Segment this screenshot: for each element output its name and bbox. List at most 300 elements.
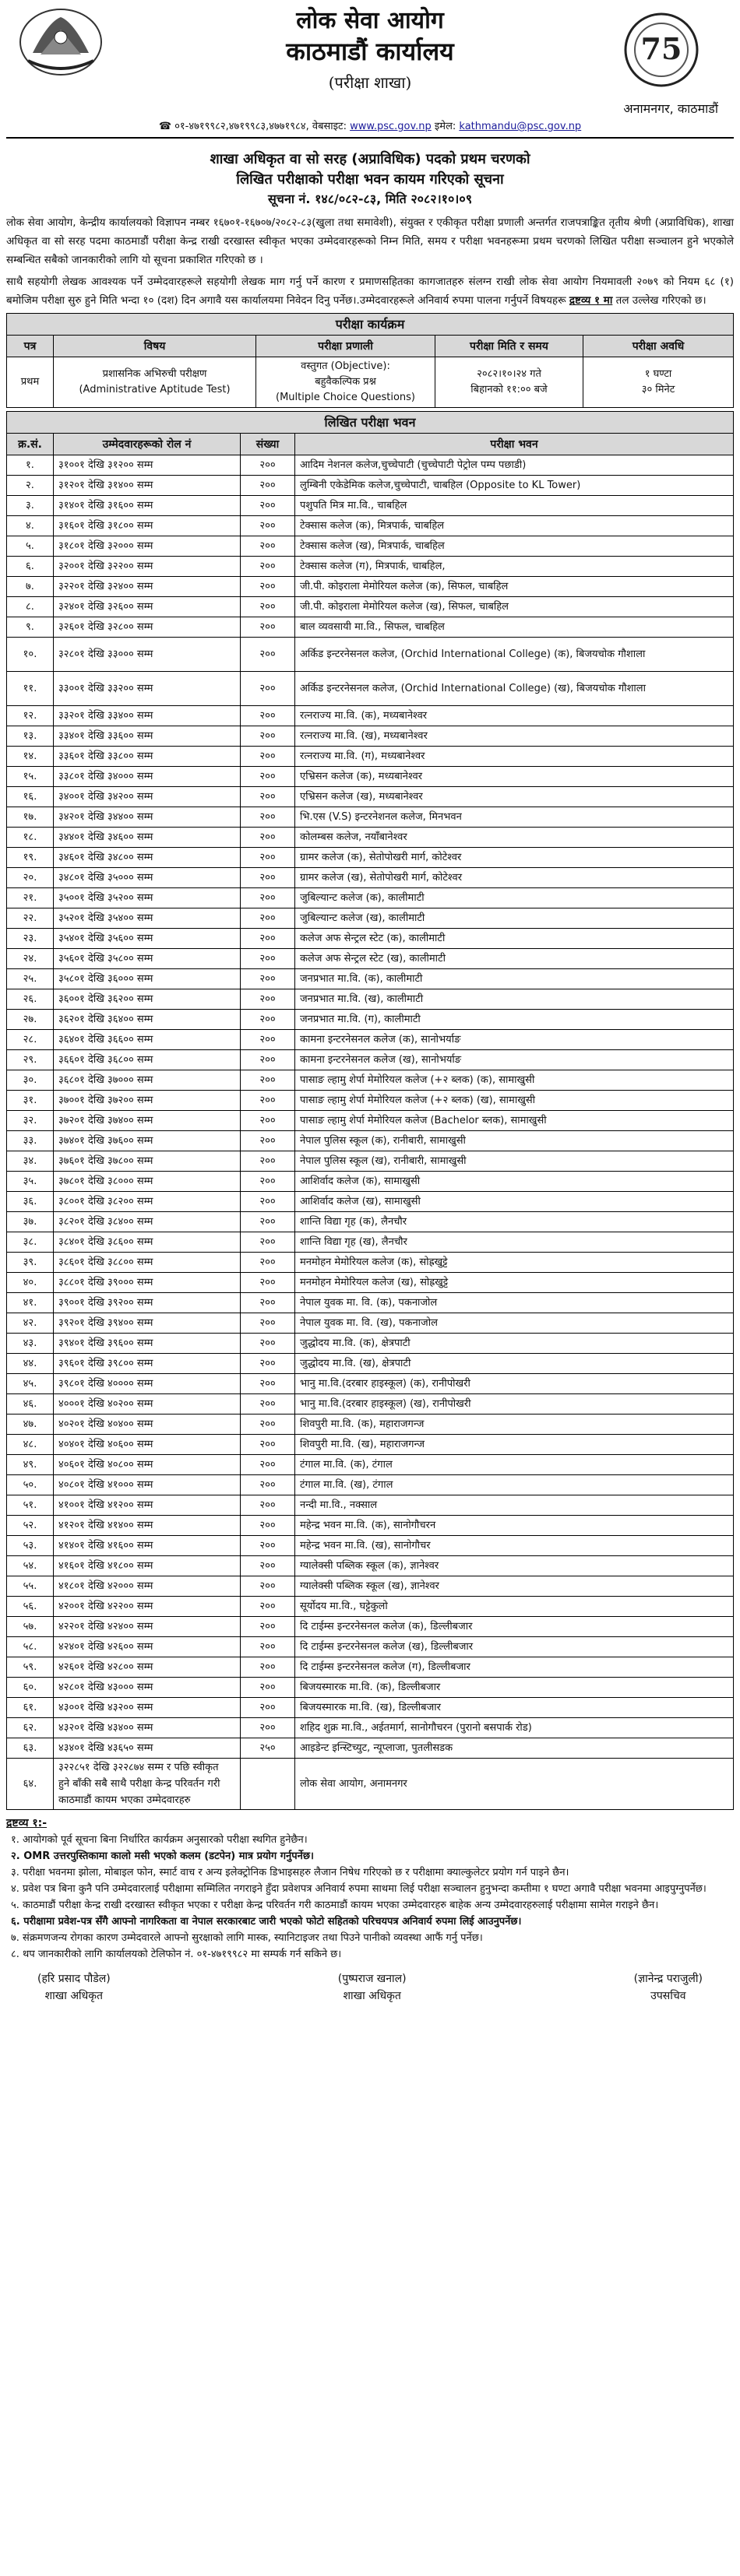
venue-sn: ५८. bbox=[7, 1637, 54, 1657]
venue-roll-range: ३९८०१ देखि ४०००० सम्म bbox=[54, 1374, 241, 1394]
org-name: लोक सेवा आयोग bbox=[296, 7, 444, 34]
venue-building: कलेज अफ सेन्ट्रल स्टेट (ख), कालीमाटी bbox=[295, 949, 734, 969]
venue-count: २०० bbox=[241, 1030, 295, 1050]
venue-count: २०० bbox=[241, 597, 295, 617]
venue-count: २०० bbox=[241, 1415, 295, 1435]
venue-building: अर्किड इन्टरनेसनल कलेज, (Orchid International College) (क), बिजयचोक गौशाला bbox=[295, 638, 734, 672]
table-row bbox=[7, 597, 734, 617]
venue-roll-range: ३४२०१ देखि ३४४०० सम्म bbox=[54, 807, 241, 828]
table-row bbox=[7, 557, 734, 577]
venue-count: २०० bbox=[241, 1232, 295, 1253]
table-row bbox=[7, 1597, 734, 1617]
table-row bbox=[7, 1070, 734, 1091]
table-row bbox=[7, 1313, 734, 1334]
venue-roll-range: ३३२०१ देखि ३३४०० सम्म bbox=[54, 706, 241, 726]
venue-count: २०० bbox=[241, 1070, 295, 1091]
venue-building: शान्ति विद्या गृह (क), लैनचौर bbox=[295, 1212, 734, 1232]
venue-building: टेक्सास कलेज (क), मित्रपार्क, चाबहिल bbox=[295, 516, 734, 536]
venue-sn: ४८. bbox=[7, 1435, 54, 1455]
venue-count: २०० bbox=[241, 949, 295, 969]
venue-count: २०० bbox=[241, 1050, 295, 1070]
venue-count: २०० bbox=[241, 726, 295, 747]
venue-sn: १९. bbox=[7, 848, 54, 868]
venue-count: २०० bbox=[241, 929, 295, 949]
contact-line bbox=[6, 118, 734, 132]
table-row bbox=[7, 1334, 734, 1354]
venue-count: २५० bbox=[241, 1738, 295, 1759]
venue-count: २०० bbox=[241, 1556, 295, 1576]
venue-sn: ३८. bbox=[7, 1232, 54, 1253]
table-row bbox=[7, 848, 734, 868]
venue-heading: लिखित परीक्षा भवन bbox=[6, 411, 734, 433]
paper-cell: प्रथम bbox=[7, 357, 54, 408]
venue-roll-range bbox=[54, 1759, 241, 1810]
venue-sn: ४७. bbox=[7, 1415, 54, 1435]
venue-sn: १. bbox=[7, 455, 54, 476]
email-link[interactable]: kathmandu@psc.gov.np bbox=[459, 121, 582, 132]
venue-roll-range: ३६००१ देखि ३६२०० सम्म bbox=[54, 989, 241, 1010]
subject-nepali: प्रशासनिक अभिरुची परीक्षण bbox=[102, 368, 207, 380]
venue-roll-range: ३३४०१ देखि ३३६०० सम्म bbox=[54, 726, 241, 747]
venue-roll-range: ३९२०१ देखि ३९४०० सम्म bbox=[54, 1313, 241, 1334]
venue-building: नेपाल पुलिस स्कूल (ख), रानीबारी, सामाखुसी bbox=[295, 1151, 734, 1172]
venue-roll-range: ४१००१ देखि ४१२०० सम्म bbox=[54, 1495, 241, 1516]
venue-building: नेपाल पुलिस स्कूल (क), रानीबारी, सामाखुसी bbox=[295, 1131, 734, 1151]
venue-sn: ६०. bbox=[7, 1678, 54, 1698]
venue-count: २०० bbox=[241, 1435, 295, 1455]
venue-roll-range: ४१६०१ देखि ४१८०० सम्म bbox=[54, 1556, 241, 1576]
venue-building: जुद्धोदय मा.वि. (क), क्षेत्रपाटी bbox=[295, 1334, 734, 1354]
notice-paragraph-2 bbox=[6, 272, 734, 310]
venue-building: दि टाईम्स इन्टरनेसनल कलेज (ख), डिल्लीबजार bbox=[295, 1637, 734, 1657]
signatory-title: शाखा अधिकृत bbox=[44, 1990, 103, 2002]
venue-count: २०० bbox=[241, 787, 295, 807]
venue-building: दि टाईम्स इन्टरनेसनल कलेज (क), डिल्लीबजार bbox=[295, 1617, 734, 1637]
program-col-date: परीक्षा मिति र समय bbox=[435, 336, 583, 357]
table-row bbox=[7, 1617, 734, 1637]
venue-sn: ३६. bbox=[7, 1192, 54, 1212]
venue-sn: ४३. bbox=[7, 1334, 54, 1354]
venue-building: टेक्सास कलेज (ग), मित्रपार्क, चाबहिल, bbox=[295, 557, 734, 577]
table-row bbox=[7, 1151, 734, 1172]
venue-sn: ६४. bbox=[7, 1759, 54, 1810]
venue-roll-range: ३३६०१ देखि ३३८०० सम्म bbox=[54, 747, 241, 767]
venue-roll-range: ३१००१ देखि ३१२०० सम्म bbox=[54, 455, 241, 476]
venue-sn: ३१. bbox=[7, 1091, 54, 1111]
venue-building: रत्नराज्य मा.वि. (ग), मध्यबानेश्वर bbox=[295, 747, 734, 767]
venue-roll-range: ३३००१ देखि ३३२०० सम्म bbox=[54, 672, 241, 706]
system-line-3: (Multiple Choice Questions) bbox=[276, 392, 415, 403]
venue-building: शान्ति विद्या गृह (ख), लैनचौर bbox=[295, 1232, 734, 1253]
table-row bbox=[7, 617, 734, 638]
venue-building: आशिर्वाद कलेज (क), सामाखुसी bbox=[295, 1172, 734, 1192]
venue-count: २०० bbox=[241, 1374, 295, 1394]
venue-building: टंगाल मा.वि. (क), टंगाल bbox=[295, 1455, 734, 1475]
venue-sn: २९. bbox=[7, 1050, 54, 1070]
venue-building: आदिम नेशनल कलेज,चुच्चेपाटी (चुच्चेपाटी पेट्रोल पम्प पछाडी) bbox=[295, 455, 734, 476]
venue-sn: २. bbox=[7, 476, 54, 496]
venue-building: शिवपुरी मा.वि. (क), महाराजगन्ज bbox=[295, 1415, 734, 1435]
venue-building: शहिद शुक्र मा.वि., अईतमार्ग, सानोगौचरन (पुरानो बसपार्क रोड) bbox=[295, 1718, 734, 1738]
venue-building: कोलम्बस कलेज, नयाँबानेश्वर bbox=[295, 828, 734, 848]
venue-count: २०० bbox=[241, 1718, 295, 1738]
venue-building: पासाङ ल्हामु शेर्पा मेमोरियल कलेज (Bachelor ब्लक), सामाखुसी bbox=[295, 1111, 734, 1131]
table-row bbox=[7, 767, 734, 787]
table-row bbox=[7, 1010, 734, 1030]
venue-count: २०० bbox=[241, 1475, 295, 1495]
venue-sn: ३७. bbox=[7, 1212, 54, 1232]
venue-count: २०० bbox=[241, 1111, 295, 1131]
venue-col-sn: क्र.सं. bbox=[7, 434, 54, 455]
venue-sn: २०. bbox=[7, 868, 54, 888]
roll-line-3: काठमाडौं कायम भएका उम्मेदवारहरु bbox=[58, 1794, 191, 1806]
venue-sn: ६१. bbox=[7, 1698, 54, 1718]
venue-count: २०० bbox=[241, 1516, 295, 1536]
table-row bbox=[7, 949, 734, 969]
venue-building: महेन्द्र भवन मा.वि. (ख), सानोगौचर bbox=[295, 1536, 734, 1556]
venue-count: २०० bbox=[241, 1495, 295, 1516]
venue-count: २०० bbox=[241, 516, 295, 536]
venue-count: २०० bbox=[241, 536, 295, 557]
table-row bbox=[7, 888, 734, 908]
venue-building: पासाङ ल्हामु शेर्पा मेमोरियल कलेज (+२ ब्लक) (क), सामाखुसी bbox=[295, 1070, 734, 1091]
venue-roll-range: ४०२०१ देखि ४०४०० सम्म bbox=[54, 1415, 241, 1435]
venue-count: २०० bbox=[241, 888, 295, 908]
table-row bbox=[7, 476, 734, 496]
venue-count: २०० bbox=[241, 638, 295, 672]
venue-roll-range: ३५८०१ देखि ३६००० सम्म bbox=[54, 969, 241, 989]
venue-building: नेपाल युवक मा. वि. (ख), पकनाजोल bbox=[295, 1313, 734, 1334]
table-row bbox=[7, 1050, 734, 1070]
venue-building: मनमोहन मेमोरियल कलेज (ख), सोह्रखुट्टे bbox=[295, 1273, 734, 1293]
table-row bbox=[7, 787, 734, 807]
venue-roll-range: ३५००१ देखि ३५२०० सम्म bbox=[54, 888, 241, 908]
note-item: ७. संक्रमणजन्य रोगका कारण उम्मेदवारले आफ्नो सुरक्षाको लागि मास्क, स्यानिटाइजर तथा पिउने पानीको व्यवस्था आफैं गर्नु पर्नेछ। bbox=[11, 1932, 483, 1944]
venue-roll-range: ३९४०१ देखि ३९६०० सम्म bbox=[54, 1334, 241, 1354]
venue-roll-range: ३१२०१ देखि ३१४०० सम्म bbox=[54, 476, 241, 496]
venue-building: टेक्सास कलेज (ख), मित्रपार्क, चाबहिल bbox=[295, 536, 734, 557]
note-item: २. OMR उत्तरपुस्तिकामा कालो मसी भएको कलम (डटपेन) मात्र प्रयोग गर्नुपर्नेछ। bbox=[11, 1850, 314, 1862]
venue-roll-range: ३६२०१ देखि ३६४०० सम्म bbox=[54, 1010, 241, 1030]
table-row bbox=[7, 706, 734, 726]
subject-cell bbox=[54, 357, 256, 408]
table-row bbox=[7, 1738, 734, 1759]
venue-sn: ३५. bbox=[7, 1172, 54, 1192]
table-row bbox=[7, 577, 734, 597]
venue-sn: ६. bbox=[7, 557, 54, 577]
note-item: ३. परीक्षा भवनमा झोला, मोबाइल फोन, स्मार्ट वाच र अन्य इलेक्ट्रोनिक डिभाइसहरु लैजान निषेध गरिएको छ र परीक्षामा क्याल्कुलेटर प्रयोग गर्न पाइने छैन। bbox=[11, 1867, 569, 1878]
note-reference: द्रष्टव्य १ मा bbox=[569, 294, 613, 307]
duration-hours: १ घण्टा bbox=[644, 368, 672, 380]
venue-count: २०० bbox=[241, 1657, 295, 1678]
table-row bbox=[7, 496, 734, 516]
signature-block bbox=[634, 1970, 703, 2005]
venue-count: २०० bbox=[241, 1637, 295, 1657]
venue-sn: ५७. bbox=[7, 1617, 54, 1637]
venue-sn: ४४. bbox=[7, 1354, 54, 1374]
venue-sn: ३. bbox=[7, 496, 54, 516]
venue-count: २०० bbox=[241, 1131, 295, 1151]
venue-roll-range: ३४००१ देखि ३४२०० सम्म bbox=[54, 787, 241, 807]
exam-time: बिहानको ११:०० बजे bbox=[470, 384, 548, 395]
venue-building: सूर्योदय मा.वि., घट्टेकुलो bbox=[295, 1597, 734, 1617]
table-row bbox=[7, 1516, 734, 1536]
venue-count: २०० bbox=[241, 1597, 295, 1617]
venue-sn: ३०. bbox=[7, 1070, 54, 1091]
paragraph-2-text: साथै सहयोगी लेखक आवश्यक पर्ने उम्मेदवारहरूले सहयोगी लेखक माग गर्नु पर्ने कारण र प्रमाणसहितका कागजातहरु संलग्न राखी लोक सेवा आयोग नियमावली २०७९ को नियम ६८ (१) बमोजिम परीक्षा सुरु हुने मिति भन्दा १० (दश) दिन अगावै यस कार्यालयमा निवेदन दिनु पर्नेछ।.उम्मेदवारहरूले अनिवार्य रुपमा पालना गर्नुपर्ने विषयहरू bbox=[6, 276, 734, 307]
venue-sn: ५९. bbox=[7, 1657, 54, 1678]
venue-count: २०० bbox=[241, 908, 295, 929]
venue-sn: ५६. bbox=[7, 1597, 54, 1617]
venue-building: नन्दी मा.वि., नक्साल bbox=[295, 1495, 734, 1516]
signature-block bbox=[338, 1970, 407, 2005]
venue-count: २०० bbox=[241, 868, 295, 888]
venue-building: शिवपुरी मा.वि. (ख), महाराजगन्ज bbox=[295, 1435, 734, 1455]
venue-count bbox=[241, 1759, 295, 1810]
venue-count: २०० bbox=[241, 1091, 295, 1111]
venue-building: जी.पी. कोइराला मेमोरियल कलेज (क), सिफल, चाबहिल bbox=[295, 577, 734, 597]
website-link[interactable]: www.psc.gov.np bbox=[350, 121, 432, 132]
venue-building: लुम्बिनी एकेडेमिक कलेज,चुच्चेपाटी, चाबहिल (Opposite to KL Tower) bbox=[295, 476, 734, 496]
signatory-title: शाखा अधिकृत bbox=[343, 1990, 401, 2002]
venue-count: २०० bbox=[241, 1394, 295, 1415]
venue-building: जनप्रभात मा.वि. (ग), कालीमाटी bbox=[295, 1010, 734, 1030]
system-cell bbox=[256, 357, 435, 408]
table-row bbox=[7, 1273, 734, 1293]
roll-line-1: ३२२८५१ देखि ३२२८७४ सम्म र पछि स्वीकृत bbox=[58, 1762, 219, 1773]
venue-building: भि.एस (V.S) इन्टरनेशनल कलेज, मिनभवन bbox=[295, 807, 734, 828]
table-row bbox=[7, 828, 734, 848]
table-row bbox=[7, 672, 734, 706]
letterhead bbox=[6, 0, 734, 148]
venue-count: २०० bbox=[241, 747, 295, 767]
table-row bbox=[7, 1354, 734, 1374]
table-row bbox=[7, 1435, 734, 1455]
table-row bbox=[7, 1495, 734, 1516]
venue-sn: १४. bbox=[7, 747, 54, 767]
venue-sn: २५. bbox=[7, 969, 54, 989]
venue-roll-range: ३७००१ देखि ३७२०० सम्म bbox=[54, 1091, 241, 1111]
venue-roll-range: ३८६०१ देखि ३८८०० सम्म bbox=[54, 1253, 241, 1273]
program-col-duration: परीक्षा अवधि bbox=[583, 336, 734, 357]
venue-count: २०० bbox=[241, 476, 295, 496]
venue-roll-range: ४१४०१ देखि ४१६०० सम्म bbox=[54, 1536, 241, 1556]
venue-col-count: संख्या bbox=[241, 434, 295, 455]
table-row bbox=[7, 1637, 734, 1657]
venue-roll-range: ३७६०१ देखि ३७८०० सम्म bbox=[54, 1151, 241, 1172]
venue-building: जुबिल्यान्ट कलेज (ख), कालीमाटी bbox=[295, 908, 734, 929]
venue-roll-range: ४२४०१ देखि ४२६०० सम्म bbox=[54, 1637, 241, 1657]
venue-building: एभ्रिसन कलेज (ख), मध्यबानेश्वर bbox=[295, 787, 734, 807]
venue-count: २०० bbox=[241, 1212, 295, 1232]
section-name: (परीक्षा शाखा) bbox=[328, 73, 412, 92]
venue-sn: ८. bbox=[7, 597, 54, 617]
venue-count: २०० bbox=[241, 1617, 295, 1637]
venue-sn: ९. bbox=[7, 617, 54, 638]
venue-count: २०० bbox=[241, 496, 295, 516]
table-row bbox=[7, 638, 734, 672]
table-row bbox=[7, 1131, 734, 1151]
venue-count: २०० bbox=[241, 617, 295, 638]
table-row bbox=[7, 1394, 734, 1415]
table-row bbox=[7, 868, 734, 888]
venue-sn: २२. bbox=[7, 908, 54, 929]
venue-sn: ४५. bbox=[7, 1374, 54, 1394]
venue-sn: ११. bbox=[7, 672, 54, 706]
note-item: ५. काठमाडौं परीक्षा केन्द्र राखी दरखास्त स्वीकृत भएका र परीक्षा केन्द्र परिवर्तन गरी काठमाडौं कायम भएका उम्मेदवारहरु बाहेक अन्य उम्मेदवारहरुलाई परीक्षामा सामेल गराइने छैन। bbox=[11, 1899, 659, 1911]
venue-sn: २७. bbox=[7, 1010, 54, 1030]
venue-roll-range: ३६६०१ देखि ३६८०० सम्म bbox=[54, 1050, 241, 1070]
venue-building: आइडेन्ट इन्स्टिच्युट, न्यूप्लाजा, पुतलीसडक bbox=[295, 1738, 734, 1759]
venue-building: लोक सेवा आयोग, अनामनगर bbox=[295, 1759, 734, 1810]
note-item: १. आयोगको पूर्व सूचना बिना निर्धारित कार्यक्रम अनुसारको परीक्षा स्थगित हुनेछैन। bbox=[11, 1834, 308, 1846]
notes-heading: द्रष्टव्य १:- bbox=[6, 1817, 48, 1829]
75-years-logo-icon bbox=[611, 3, 712, 95]
table-row bbox=[7, 1718, 734, 1738]
venue-count: २०० bbox=[241, 1293, 295, 1313]
venue-roll-range: ३२००१ देखि ३२२०० सम्म bbox=[54, 557, 241, 577]
venue-roll-range: ३७२०१ देखि ३७४०० सम्म bbox=[54, 1111, 241, 1131]
exam-date: २०८२।१०।२४ गते bbox=[477, 368, 541, 380]
venue-roll-range: ३५६०१ देखि ३५८०० सम्म bbox=[54, 949, 241, 969]
venue-sn: ५३. bbox=[7, 1536, 54, 1556]
table-row bbox=[7, 1091, 734, 1111]
program-col-paper: पत्र bbox=[7, 336, 54, 357]
table-row bbox=[7, 1030, 734, 1050]
venue-roll-range: ४०८०१ देखि ४१००० सम्म bbox=[54, 1475, 241, 1495]
table-row bbox=[7, 1293, 734, 1313]
venue-count: २०० bbox=[241, 706, 295, 726]
table-row bbox=[7, 516, 734, 536]
venue-count: २०० bbox=[241, 848, 295, 868]
venue-roll-range: ३१८०१ देखि ३२००० सम्म bbox=[54, 536, 241, 557]
table-row bbox=[7, 536, 734, 557]
venue-sn: ६२. bbox=[7, 1718, 54, 1738]
venue-table-body bbox=[7, 455, 734, 1810]
venue-building: कलेज अफ सेन्ट्रल स्टेट (क), कालीमाटी bbox=[295, 929, 734, 949]
venue-roll-range: ४३२०१ देखि ४३४०० सम्म bbox=[54, 1718, 241, 1738]
venue-count: २०० bbox=[241, 455, 295, 476]
program-col-system: परीक्षा प्रणाली bbox=[256, 336, 435, 357]
venue-roll-range: ३७८०१ देखि ३८००० सम्म bbox=[54, 1172, 241, 1192]
venue-roll-range: ४२६०१ देखि ४२८०० सम्म bbox=[54, 1657, 241, 1678]
venue-sn: ५०. bbox=[7, 1475, 54, 1495]
venue-building: मनमोहन मेमोरियल कलेज (क), सोह्रखुट्टे bbox=[295, 1253, 734, 1273]
venue-count: २०० bbox=[241, 767, 295, 787]
table-row bbox=[7, 726, 734, 747]
venue-roll-range: ४१२०१ देखि ४१४०० सम्म bbox=[54, 1516, 241, 1536]
venue-building: कामना इन्टरनेसनल कलेज (क), सानोभर्याङ bbox=[295, 1030, 734, 1050]
table-row bbox=[7, 807, 734, 828]
signatory-name: (ज्ञानेन्द्र पराजुली) bbox=[633, 1973, 703, 1985]
table-row bbox=[7, 1556, 734, 1576]
table-row bbox=[7, 1536, 734, 1556]
venue-count: २०० bbox=[241, 1192, 295, 1212]
venue-building: जनप्रभात मा.वि. (क), कालीमाटी bbox=[295, 969, 734, 989]
venue-count: २०० bbox=[241, 1576, 295, 1597]
duration-minutes: ३० मिनेट bbox=[641, 384, 675, 395]
notice-paragraph-1: लोक सेवा आयोग, केन्द्रीय कार्यालयको विज्ञापन नम्बर १६७०१-१६७०७/२०८२-८३(खुला तथा समावेशी), संयुक्त र एकीकृत परीक्षा प्रणाली अन्तर्गत राजपत्राङ्कित तृतीय श्रेणी (अप्राविधिक), शाखा अधिकृत वा सो सरह पदमा काठमाडौं परीक्षा केन्द्र राखी दरखास्त स्वीकृत भएका उम्मेदवारहरूको निम्न मिति, समय र परीक्षा भवनहरूमा प्रथम चरणको लिखित परीक्षा सञ्चालन हुने भएकोले सम्बन्धित सबैको जानकारीको लागि यो सूचना प्रकाशित गरिएको छ । bbox=[6, 216, 734, 266]
subject-english: (Administrative Aptitude Test) bbox=[79, 384, 231, 395]
table-row bbox=[7, 1455, 734, 1475]
signatory-name: (पुष्पराज खनाल) bbox=[337, 1973, 407, 1985]
venue-count: २०० bbox=[241, 1151, 295, 1172]
table-row bbox=[7, 1475, 734, 1495]
note-item: ६. परीक्षामा प्रवेश-पत्र सँगै आफ्नो नागरिकता वा नेपाल सरकारबाट जारी भएको फोटो सहितको परिचयपत्र अनिवार्य रुपमा लिई आउनुपर्नेछ। bbox=[11, 1916, 522, 1928]
venue-roll-range: ४२८०१ देखि ४३००० सम्म bbox=[54, 1678, 241, 1698]
table-row bbox=[7, 1678, 734, 1698]
venue-roll-range: ४०००१ देखि ४०२०० सम्म bbox=[54, 1394, 241, 1415]
venue-roll-range: ३४६०१ देखि ३४८०० सम्म bbox=[54, 848, 241, 868]
table-row bbox=[7, 1374, 734, 1394]
table-row bbox=[7, 1111, 734, 1131]
table-row bbox=[7, 1232, 734, 1253]
table-row bbox=[7, 908, 734, 929]
venue-sn: ३९. bbox=[7, 1253, 54, 1273]
venue-building: बिजयस्मारक मा.वि. (ख), डिल्लीबजार bbox=[295, 1698, 734, 1718]
venue-roll-range: ३४८०१ देखि ३५००० सम्म bbox=[54, 868, 241, 888]
phone-numbers: ☎ ०१-४७१९९८२,४७१९९८३,४७७१९८४, वेबसाइट: bbox=[158, 121, 347, 132]
table-row bbox=[7, 929, 734, 949]
venue-building: जुबिल्यान्ट कलेज (क), कालीमाटी bbox=[295, 888, 734, 908]
notes-list bbox=[6, 1832, 734, 1963]
venue-building: जी.पी. कोइराला मेमोरियल कलेज (ख), सिफल, चाबहिल bbox=[295, 597, 734, 617]
venue-roll-range: ४२२०१ देखि ४२४०० सम्म bbox=[54, 1617, 241, 1637]
venue-building: कामना इन्टरनेसनल कलेज (ख), सानोभर्याङ bbox=[295, 1050, 734, 1070]
table-row bbox=[7, 1192, 734, 1212]
venue-roll-range: ३५२०१ देखि ३५४०० सम्म bbox=[54, 908, 241, 929]
program-table bbox=[6, 335, 734, 408]
venue-count: २०० bbox=[241, 1354, 295, 1374]
venue-count: २०० bbox=[241, 1253, 295, 1273]
table-row bbox=[7, 1253, 734, 1273]
header-divider bbox=[6, 137, 734, 139]
venue-sn: ४. bbox=[7, 516, 54, 536]
system-line-1: वस्तुगत (Objective): bbox=[301, 360, 390, 372]
venue-count: २०० bbox=[241, 577, 295, 597]
venue-sn: १७. bbox=[7, 807, 54, 828]
program-heading: परीक्षा कार्यक्रम bbox=[6, 313, 734, 335]
venue-sn: ४९. bbox=[7, 1455, 54, 1475]
venue-building: आशिर्वाद कलेज (ख), सामाखुसी bbox=[295, 1192, 734, 1212]
venue-roll-range: ३३८०१ देखि ३४००० सम्म bbox=[54, 767, 241, 787]
table-row bbox=[7, 1576, 734, 1597]
venue-building: एभ्रिसन कलेज (क), मध्यबानेश्वर bbox=[295, 767, 734, 787]
signatory-name: (हरि प्रसाद पौडेल) bbox=[37, 1973, 111, 1985]
venue-sn: १३. bbox=[7, 726, 54, 747]
venue-roll-range: ३२४०१ देखि ३२६०० सम्म bbox=[54, 597, 241, 617]
venue-building: पासाङ ल्हामु शेर्पा मेमोरियल कलेज (+२ ब्लक) (ख), सामाखुसी bbox=[295, 1091, 734, 1111]
venue-building: पशुपति मित्र मा.वि., चाबहिल bbox=[295, 496, 734, 516]
table-row bbox=[7, 969, 734, 989]
venue-roll-range: ३६८०१ देखि ३७००० सम्म bbox=[54, 1070, 241, 1091]
venue-roll-range: ४२००१ देखि ४२२०० सम्म bbox=[54, 1597, 241, 1617]
venue-sn: १०. bbox=[7, 638, 54, 672]
venue-sn: ७. bbox=[7, 577, 54, 597]
venue-sn: १५. bbox=[7, 767, 54, 787]
venue-sn: ५४. bbox=[7, 1556, 54, 1576]
venue-count: २०० bbox=[241, 557, 295, 577]
venue-sn: २४. bbox=[7, 949, 54, 969]
venue-roll-range: ३२२०१ देखि ३२४०० सम्म bbox=[54, 577, 241, 597]
venue-building: रत्नराज्य मा.वि. (क), मध्यबानेश्वर bbox=[295, 706, 734, 726]
venue-table bbox=[6, 433, 734, 1810]
venue-roll-range: ३६४०१ देखि ३६६०० सम्म bbox=[54, 1030, 241, 1050]
notice-title bbox=[6, 149, 734, 190]
venue-roll-range: ३५४०१ देखि ३५६०० सम्म bbox=[54, 929, 241, 949]
venue-col-building: परीक्षा भवन bbox=[295, 434, 734, 455]
venue-building: टंगाल मा.वि. (ख), टंगाल bbox=[295, 1475, 734, 1495]
